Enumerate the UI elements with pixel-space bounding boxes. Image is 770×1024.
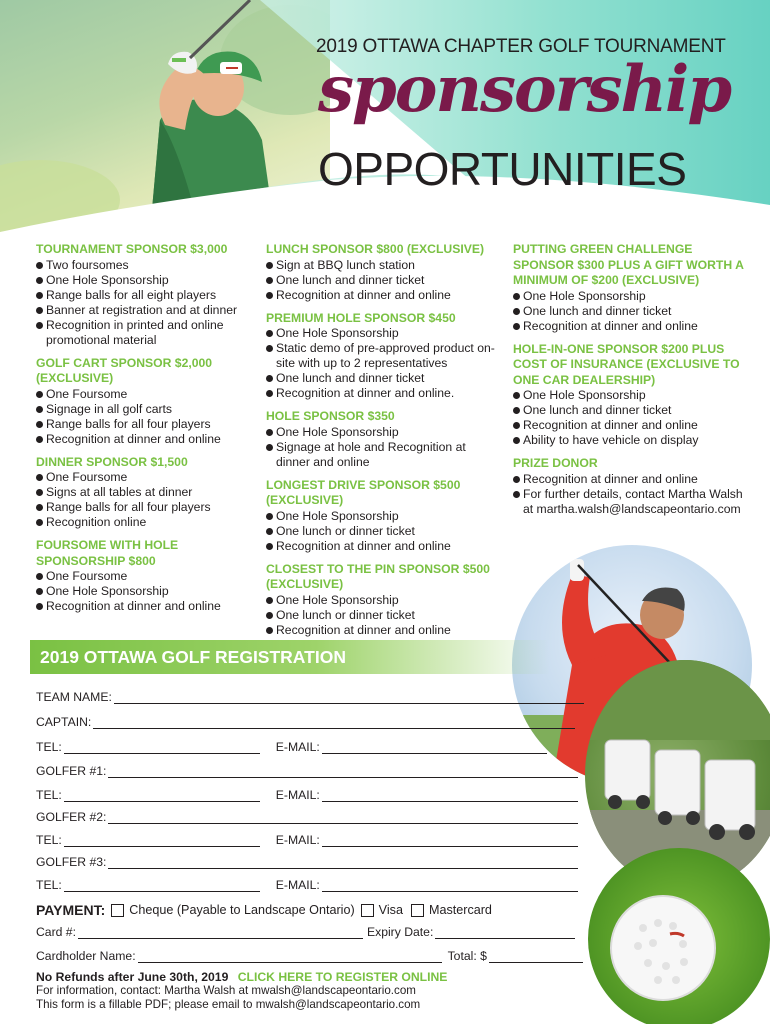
sponsor-title: PUTTING GREEN CHALLENGE SPONSOR $300 PLUS A GIFT WORTH A MINIMUM OF $200 (EXCLUSIVE) xyxy=(513,242,744,287)
sponsor-title: HOLE SPONSOR $350 xyxy=(266,409,395,423)
cardholder-name-field[interactable] xyxy=(138,951,442,963)
opportunities-title: OPPORTUNITIES xyxy=(318,143,687,195)
sponsor-benefit-item: One Foursome xyxy=(36,569,256,584)
sponsor-benefit-item: One Foursome xyxy=(36,470,256,485)
card-number-field[interactable] xyxy=(78,927,363,939)
golfer1-label: GOLFER #1: xyxy=(36,764,107,778)
cheque-option-label: Cheque (Payable to Landscape Ontario) xyxy=(129,903,355,917)
mastercard-option-label: Mastercard xyxy=(428,903,492,917)
card-row xyxy=(36,925,575,939)
sponsor-benefit-item: Recognition at dinner and online. xyxy=(266,386,502,401)
sponsor-benefit-item: Signage at hole and Recognition at dinner and online xyxy=(266,440,502,470)
golfer1-email-field[interactable] xyxy=(322,790,578,802)
register-online-link[interactable]: CLICK HERE TO REGISTER ONLINE xyxy=(237,970,448,984)
golfer3-email-field[interactable] xyxy=(322,880,578,892)
sponsor-benefit-item: Signs at all tables at dinner xyxy=(36,485,256,500)
email-label: E-MAIL: xyxy=(275,740,320,754)
sponsor-block xyxy=(513,342,751,449)
sponsor-benefit-item: One Hole Sponsorship xyxy=(266,425,502,440)
sponsor-benefits-list xyxy=(266,258,502,303)
tournament-title: 2019 OTTAWA CHAPTER GOLF TOURNAMENT xyxy=(316,36,726,57)
sponsor-block xyxy=(36,356,256,447)
sponsor-benefit-item: One lunch or dinner ticket xyxy=(266,608,502,623)
email-label: E-MAIL: xyxy=(275,878,320,892)
sponsor-block xyxy=(266,478,502,554)
sponsor-benefit-item: Recognition at dinner and online xyxy=(266,288,502,303)
golfer1-field[interactable] xyxy=(108,766,578,778)
sponsor-benefit-item: Banner at registration and at dinner xyxy=(36,303,256,318)
sponsor-benefit-item: Recognition at dinner and online xyxy=(513,319,751,334)
sponsor-benefits-list xyxy=(266,509,502,554)
sponsor-benefit-item: Signage in all golf carts xyxy=(36,402,256,417)
sponsor-benefit-item: Recognition in printed and online promotional material xyxy=(36,318,256,348)
sponsor-title: PREMIUM HOLE SPONSOR $450 xyxy=(266,310,456,325)
captain-contact-row xyxy=(36,740,547,754)
total-amount-field[interactable] xyxy=(489,951,583,963)
team-name-row xyxy=(36,690,584,704)
tel-label: TEL: xyxy=(36,878,62,892)
payment-label: PAYMENT: xyxy=(36,902,106,918)
golfer3-contact-row xyxy=(36,878,578,892)
sponsor-block xyxy=(513,456,751,517)
sponsor-column-1 xyxy=(36,242,256,622)
sponsor-benefit-item: For further details, contact Martha Walsh at martha.walsh@landscapeontario.com xyxy=(513,487,751,517)
sponsor-benefit-item: Recognition at dinner and online xyxy=(266,623,502,638)
sponsor-benefit-item: One lunch and dinner ticket xyxy=(513,304,751,319)
sponsor-benefit-item: Recognition at dinner and online xyxy=(266,539,502,554)
sponsor-benefit-item: Range balls for all eight players xyxy=(36,288,256,303)
sponsor-block xyxy=(266,562,502,638)
fillable-pdf-text: This form is a fillable PDF; please email to mwalsh@landscapeontario.com xyxy=(36,998,421,1011)
expiry-date-field[interactable] xyxy=(435,927,575,939)
sponsor-title: PRIZE DONOR xyxy=(513,456,598,470)
registration-banner-title: 2019 OTTAWA GOLF REGISTRATION xyxy=(40,647,346,667)
sponsor-benefits-list xyxy=(266,326,502,401)
sponsor-block xyxy=(36,538,256,614)
expiry-label: Expiry Date: xyxy=(366,925,434,939)
sponsor-benefits-list xyxy=(513,289,751,334)
sponsor-benefit-item: One Hole Sponsorship xyxy=(266,509,502,524)
sponsor-benefit-item: One lunch and dinner ticket xyxy=(266,273,502,288)
cardholder-row xyxy=(36,949,583,963)
tel-label: TEL: xyxy=(36,740,62,754)
no-refunds-text: No Refunds after June 30th, 2019 xyxy=(36,970,229,984)
tel-label: TEL: xyxy=(36,833,62,847)
card-label: Card #: xyxy=(36,925,76,939)
sponsorship-script-title: sponsorship xyxy=(318,52,731,127)
sponsor-benefit-item: One Hole Sponsorship xyxy=(36,273,256,288)
sponsor-benefit-item: Range balls for all four players xyxy=(36,417,256,432)
sponsor-benefits-list xyxy=(36,258,256,348)
sponsor-benefit-item: Recognition at dinner and online xyxy=(513,418,751,433)
info-contact-text: For information, contact: Martha Walsh at mwalsh@landscapeontario.com xyxy=(36,984,416,997)
sponsor-benefit-item: One Hole Sponsorship xyxy=(513,388,751,403)
sponsor-benefit-item: Range balls for all four players xyxy=(36,500,256,515)
sponsor-benefits-list xyxy=(36,569,256,614)
golfer2-email-field[interactable] xyxy=(322,835,578,847)
golfer3-row xyxy=(36,855,578,869)
mastercard-checkbox-icon[interactable] xyxy=(411,904,424,917)
team-name-label: TEAM NAME: xyxy=(36,690,112,704)
sponsor-title: TOURNAMENT SPONSOR $3,000 xyxy=(36,242,228,256)
golfer1-contact-row xyxy=(36,788,578,802)
sponsor-title: GOLF CART SPONSOR $2,000 (EXCLUSIVE) xyxy=(36,355,213,385)
golfer1-row xyxy=(36,764,578,778)
email-label: E-MAIL: xyxy=(275,788,320,802)
golfer2-label: GOLFER #2: xyxy=(36,810,107,824)
sponsor-benefits-list xyxy=(513,472,751,517)
captain-email-field[interactable] xyxy=(322,742,547,754)
header xyxy=(0,0,770,232)
captain-tel-field[interactable] xyxy=(64,742,260,754)
sponsor-block xyxy=(36,242,256,348)
golfer3-label: GOLFER #3: xyxy=(36,855,107,869)
sponsor-title: DINNER SPONSOR $1,500 xyxy=(36,454,188,469)
team-name-field[interactable] xyxy=(114,692,584,704)
sponsor-block xyxy=(513,242,751,334)
golfer1-tel-field[interactable] xyxy=(64,790,260,802)
sponsor-title: FOURSOME WITH HOLE SPONSORSHIP $800 xyxy=(36,538,179,568)
sponsor-benefit-item: One lunch or dinner ticket xyxy=(266,524,502,539)
sponsor-benefit-item: One Hole Sponsorship xyxy=(513,289,751,304)
captain-label: CAPTAIN: xyxy=(36,715,92,729)
sponsor-column-2 xyxy=(266,242,502,646)
cardholder-label: Cardholder Name: xyxy=(36,949,136,963)
sponsor-benefits-list xyxy=(266,593,502,638)
registration-banner xyxy=(30,640,550,674)
sponsor-benefit-item: Recognition at dinner and online xyxy=(36,432,256,447)
sponsor-benefits-list xyxy=(513,388,751,448)
visa-option-label: Visa xyxy=(378,903,403,917)
tel-label: TEL: xyxy=(36,788,62,802)
golfer2-contact-row xyxy=(36,833,578,847)
golfer2-field[interactable] xyxy=(108,812,578,824)
golfer2-tel-field[interactable] xyxy=(64,835,260,847)
golf-ball-photo xyxy=(588,848,770,1024)
sponsor-benefit-item: Two foursomes xyxy=(36,258,256,273)
golfer3-field[interactable] xyxy=(108,857,578,869)
sponsor-benefit-item: Sign at BBQ lunch station xyxy=(266,258,502,273)
sponsor-benefits-list xyxy=(36,387,256,447)
email-label: E-MAIL: xyxy=(275,833,320,847)
sponsor-benefit-item: One lunch and dinner ticket xyxy=(266,371,502,386)
sponsor-benefit-item: Recognition at dinner and online xyxy=(36,599,256,614)
total-label: Total: $ xyxy=(447,949,487,963)
golf-ball-illustration xyxy=(588,848,770,1024)
sponsor-block xyxy=(36,455,256,531)
cheque-checkbox-icon[interactable] xyxy=(111,904,124,917)
sponsor-benefit-item: One Hole Sponsorship xyxy=(36,584,256,599)
sponsor-benefit-item: One Hole Sponsorship xyxy=(266,593,502,608)
sponsor-title: HOLE-IN-ONE SPONSOR $200 PLUS COST OF INSURANCE (EXCLUSIVE TO ONE CAR DEALERSHIP) xyxy=(513,341,740,387)
sponsor-benefits-list xyxy=(36,470,256,530)
sponsor-benefit-item: Ability to have vehicle on display xyxy=(513,433,751,448)
sponsor-benefit-item: One Hole Sponsorship xyxy=(266,326,502,341)
golfer3-tel-field[interactable] xyxy=(64,880,260,892)
sponsor-benefits-list xyxy=(266,425,502,470)
refund-note-row xyxy=(36,970,447,984)
sponsor-block xyxy=(266,311,502,402)
sponsor-block xyxy=(266,409,502,470)
visa-checkbox-icon[interactable] xyxy=(361,904,374,917)
captain-row xyxy=(36,715,575,729)
sponsor-benefit-item: Recognition at dinner and online xyxy=(513,472,751,487)
sponsor-title: LUNCH SPONSOR $800 (EXCLUSIVE) xyxy=(266,242,485,256)
sponsor-benefit-item: One Foursome xyxy=(36,387,256,402)
sponsor-title: CLOSEST TO THE PIN SPONSOR $500 (EXCLUSIVE) xyxy=(266,561,490,591)
sponsor-benefit-item: Recognition online xyxy=(36,515,256,530)
golfer2-row xyxy=(36,810,578,824)
sponsor-benefit-item: One lunch and dinner ticket xyxy=(513,403,751,418)
sponsor-column-3 xyxy=(513,242,751,525)
captain-field[interactable] xyxy=(93,717,575,729)
sponsor-benefit-item: Static demo of pre-approved product on-site with up to 2 representatives xyxy=(266,341,502,371)
payment-row xyxy=(36,902,492,918)
sponsor-block xyxy=(266,242,502,303)
sponsor-title: LONGEST DRIVE SPONSOR $500 (EXCLUSIVE) xyxy=(266,477,461,507)
